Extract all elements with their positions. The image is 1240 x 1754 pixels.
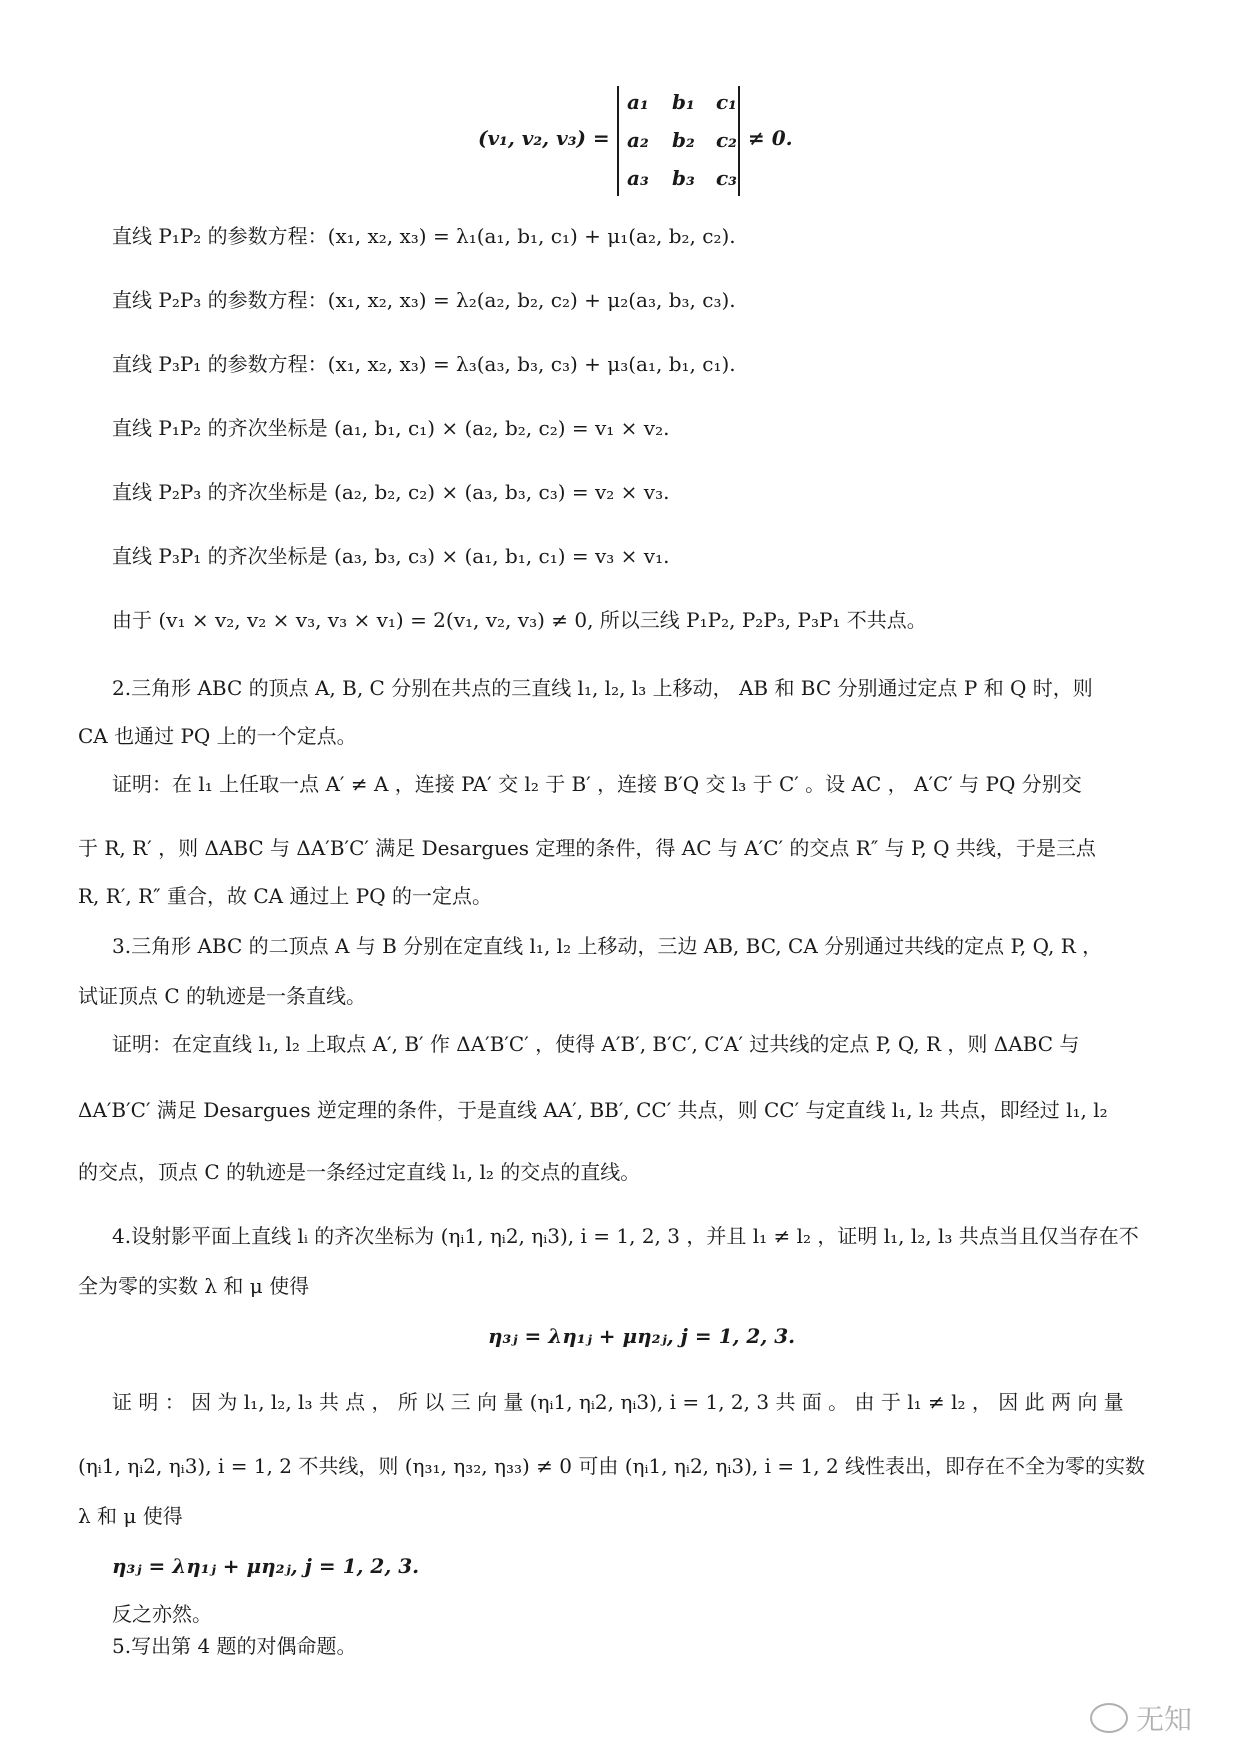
watermark-text: 无知 [1136, 1703, 1193, 1736]
text-line: 直线 P₂P₃ 的齐次坐标是 (a₂, b₂, c₂) × (a₃, b₃, c₃) = v₂ × v₃. [112, 480, 670, 504]
text-line: ΔA′B′C′ 满足 Desargues 逆定理的条件，于是直线 AA′, BB′, CC′ 共点，则 CC′ 与定直线 l₁, l₂ 共点，即经过 l₁, l₂ [78, 1098, 1108, 1122]
text-line: R, R′, R″ 重合，故 CA 通过上 PQ 的一定点。 [78, 884, 493, 908]
text-line: 直线 P₁P₂ 的齐次坐标是 (a₁, b₁, c₁) × (a₂, b₂, c₂) = v₁ × v₂. [112, 416, 670, 440]
text-line: 3.三角形 ABC 的二顶点 A 与 B 分别在定直线 l₁, l₂ 上移动，三边 AB, BC, CA 分别通过共线的定点 P, Q, R ， [112, 934, 1103, 958]
text-line: 证明：在 l₁ 上任取一点 A′ ≠ A ，连接 PA′ 交 l₂ 于 B′ ，连接 B′Q 交 l₃ 于 C′ 。设 AC ， A′C′ 与 PQ 分别交 [112, 772, 1082, 796]
determinant-left-bar [617, 86, 619, 196]
text-line: 证明：在定直线 l₁, l₂ 上取点 A′, B′ 作 ΔA′B′C′ ，使得 A′B′, B′C′, C′A′ 过共线的定点 P, Q, R ，则 ΔABC 与 [112, 1032, 1080, 1056]
det-c1: c₁ [716, 90, 737, 114]
text-line: 5.写出第 4 题的对偶命题。 [112, 1634, 357, 1658]
text-line: λ 和 μ 使得 [78, 1504, 183, 1528]
text-line: 全为零的实数 λ 和 μ 使得 [78, 1274, 310, 1298]
determinant-right-bar [738, 86, 740, 196]
det-c3: c₃ [716, 166, 737, 190]
det-b1: b₁ [672, 90, 695, 114]
text-line: 直线 P₂P₃ 的参数方程：(x₁, x₂, x₃) = λ₂(a₂, b₂, c₂) + μ₂(a₃, b₃, c₃). [112, 288, 736, 312]
determinant-rhs: ≠ 0. [748, 126, 793, 150]
equation: η₃ⱼ = λη₁ⱼ + μη₂ⱼ, j = 1, 2, 3. [112, 1554, 420, 1578]
determinant-lhs: (v₁, v₂, v₃) = [478, 126, 610, 150]
text-line: 由于 (v₁ × v₂, v₂ × v₃, v₃ × v₁) = 2(v₁, v₂, v₃) ≠ 0, 所以三线 P₁P₂, P₂P₃, P₃P₁ 不共点。 [112, 608, 927, 632]
text-line: 直线 P₃P₁ 的齐次坐标是 (a₃, b₃, c₃) × (a₁, b₁, c₁) = v₃ × v₁. [112, 544, 670, 568]
wechat-icon [1090, 1703, 1128, 1733]
text-line: 直线 P₁P₂ 的参数方程：(x₁, x₂, x₃) = λ₁(a₁, b₁, c₁) + μ₁(a₂, b₂, c₂). [112, 224, 736, 248]
text-line: 4.设射影平面上直线 lᵢ 的齐次坐标为 (ηᵢ1, ηᵢ2, ηᵢ3), i = 1, 2, 3 ，并且 l₁ ≠ l₂ ，证明 l₁, l₂, l₃ 共点当且仅当存在不 [112, 1224, 1139, 1248]
det-b3: b₃ [672, 166, 695, 190]
text-line: 试证顶点 C 的轨迹是一条直线。 [78, 984, 367, 1008]
text-line: (ηᵢ1, ηᵢ2, ηᵢ3), i = 1, 2 不共线，则 (η₃₁, η₃₂, η₃₃) ≠ 0 可由 (ηᵢ1, ηᵢ2, ηᵢ3), i = 1, 2 线性表出，即存在不全为零的实数 [78, 1454, 1146, 1478]
text-line: CA 也通过 PQ 上的一个定点。 [78, 724, 357, 748]
text-line: 直线 P₃P₁ 的参数方程：(x₁, x₂, x₃) = λ₃(a₃, b₃, c₃) + μ₃(a₁, b₁, c₁). [112, 352, 736, 376]
det-c2: c₂ [716, 128, 737, 152]
det-b2: b₂ [672, 128, 695, 152]
det-a2: a₂ [627, 128, 649, 152]
text-line: 证 明 ： 因 为 l₁, l₂, l₃ 共 点 ， 所 以 三 向 量 (ηᵢ1, ηᵢ2, ηᵢ3), i = 1, 2, 3 共 面 。 由 于 l₁ ≠ l₂ ， 因 此 两 向 量 [112, 1390, 1124, 1414]
watermark [1090, 1698, 1192, 1738]
text-line: 反之亦然。 [112, 1602, 212, 1626]
det-a1: a₁ [627, 90, 649, 114]
det-a3: a₃ [627, 166, 649, 190]
text-line: 于 R, R′ ，则 ΔABC 与 ΔA′B′C′ 满足 Desargues 定理的条件，得 AC 与 A′C′ 的交点 R″ 与 P, Q 共线，于是三点 [78, 836, 1096, 860]
equation: η₃ⱼ = λη₁ⱼ + μη₂ⱼ, j = 1, 2, 3. [488, 1324, 796, 1348]
text-line: 的交点，顶点 C 的轨迹是一条经过定直线 l₁, l₂ 的交点的直线。 [78, 1160, 641, 1184]
text-line: 2.三角形 ABC 的顶点 A, B, C 分别在共点的三直线 l₁, l₂, l₃ 上移动， AB 和 BC 分别通过定点 P 和 Q 时，则 [112, 676, 1093, 700]
